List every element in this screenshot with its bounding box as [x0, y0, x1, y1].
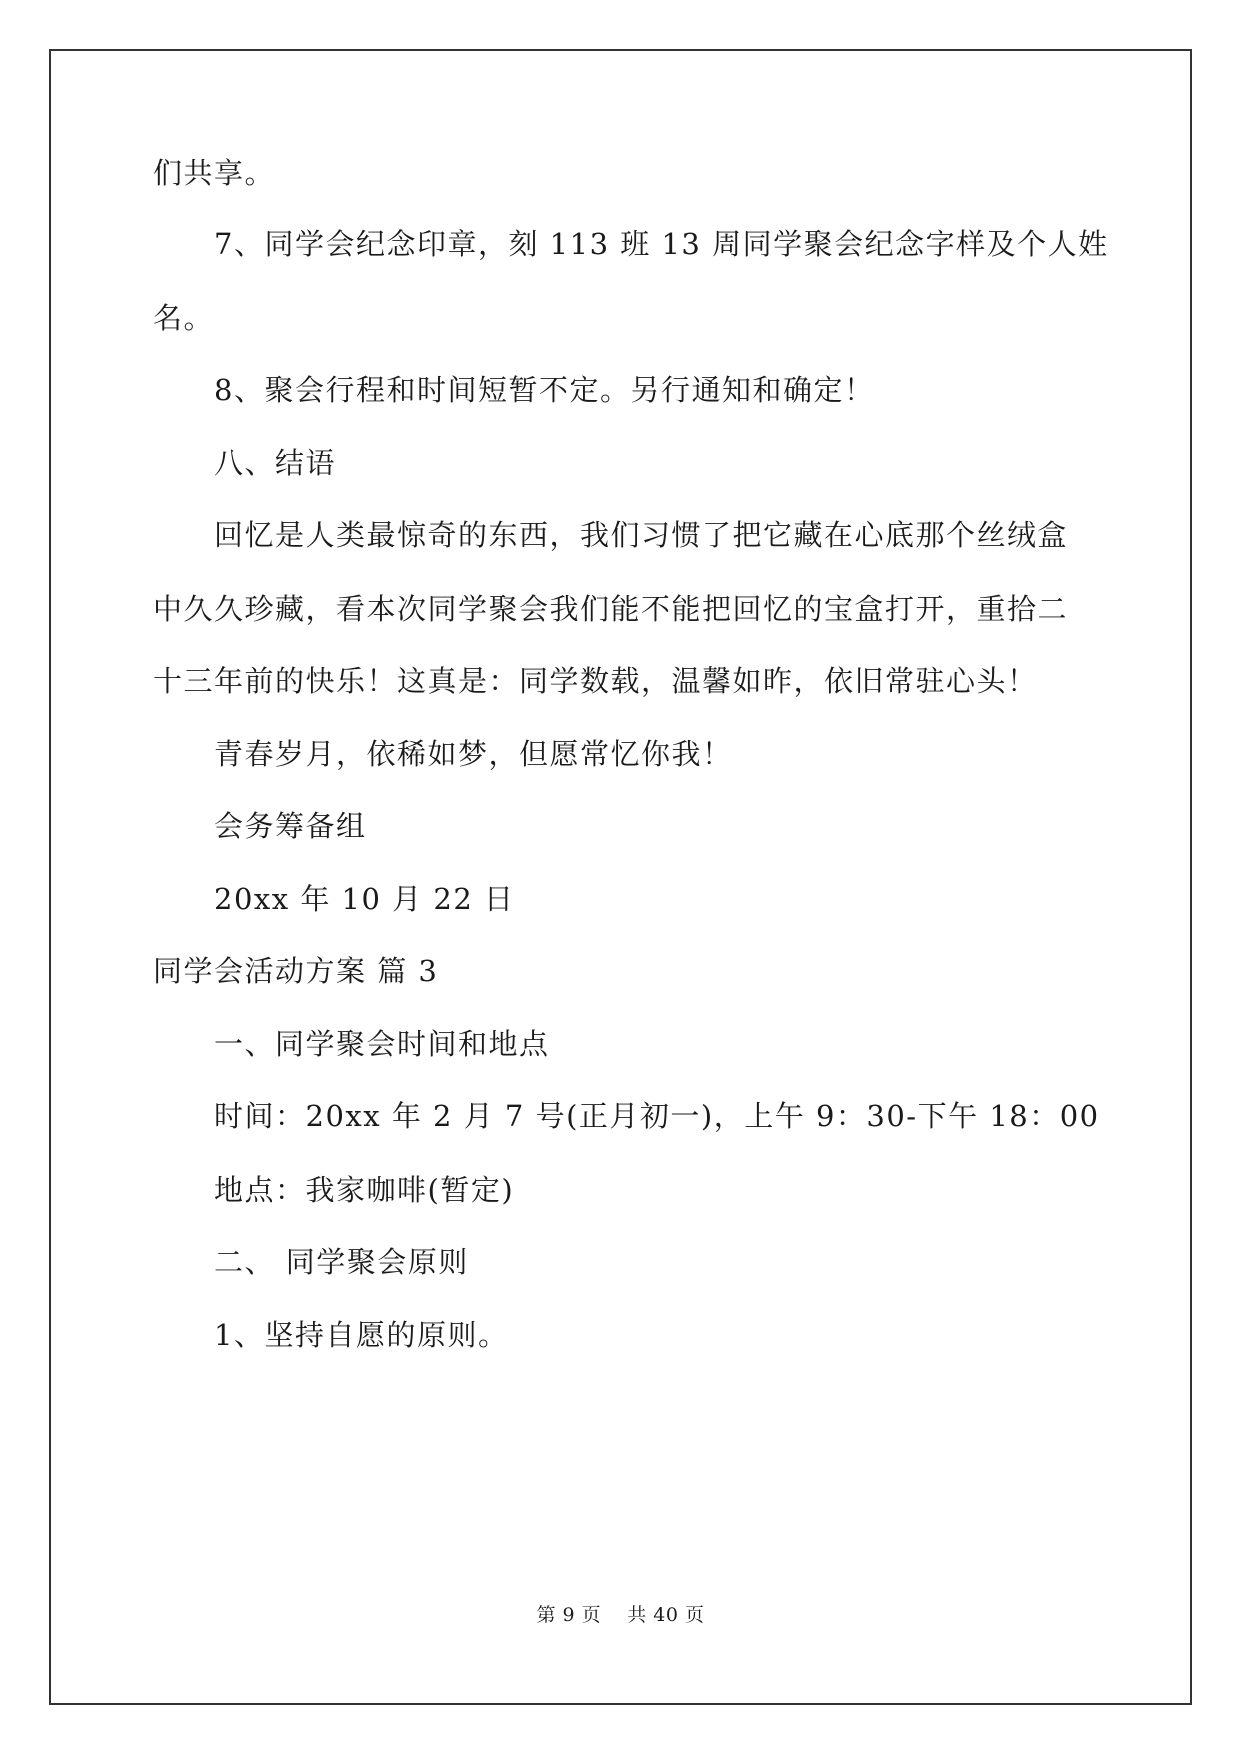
- body-line-9: 青春岁月，依稀如梦，但愿常忆你我！: [214, 737, 733, 771]
- signature-organizer: 会务筹备组: [214, 809, 367, 843]
- section-heading-principles: 二、 同学聚会原则: [214, 1245, 469, 1279]
- body-line-7: 中久久珍藏，看本次同学聚会我们能不能把回忆的宝盒打开，重拾二: [153, 592, 1069, 626]
- body-line-8: 十三年前的快乐！这真是：同学数载，温馨如昨，依旧常驻心头！: [153, 664, 1038, 698]
- section-heading-conclusion: 八、结语: [214, 446, 337, 480]
- section-heading-time-place: 一、同学聚会时间和地点: [214, 1027, 550, 1061]
- signature-date: 20xx 年 10 月 22 日: [214, 882, 515, 916]
- page-number-footer: 第 9 页 共 40 页: [536, 1604, 705, 1626]
- body-line-principle-1: 1、坚持自愿的原则。: [214, 1318, 509, 1352]
- page-border: [49, 49, 1192, 1705]
- body-line-6: 回忆是人类最惊奇的东西，我们习惯了把它藏在心底那个丝绒盒: [214, 518, 1069, 552]
- body-line-3: 名。: [153, 301, 215, 335]
- body-line-2: 7、同学会纪念印章，刻 113 班 13 周同学聚会纪念字样及个人姓: [214, 227, 1109, 261]
- body-line-4: 8、聚会行程和时间短暂不定。另行通知和确定！: [214, 373, 875, 407]
- body-line-1: 们共享。: [153, 156, 276, 190]
- body-line-time: 时间：20xx 年 2 月 7 号(正月初一)，上午 9：30-下午 18：00: [214, 1099, 1100, 1133]
- body-line-place: 地点：我家咖啡(暂定): [214, 1173, 515, 1207]
- article-title: 同学会活动方案 篇 3: [153, 954, 439, 988]
